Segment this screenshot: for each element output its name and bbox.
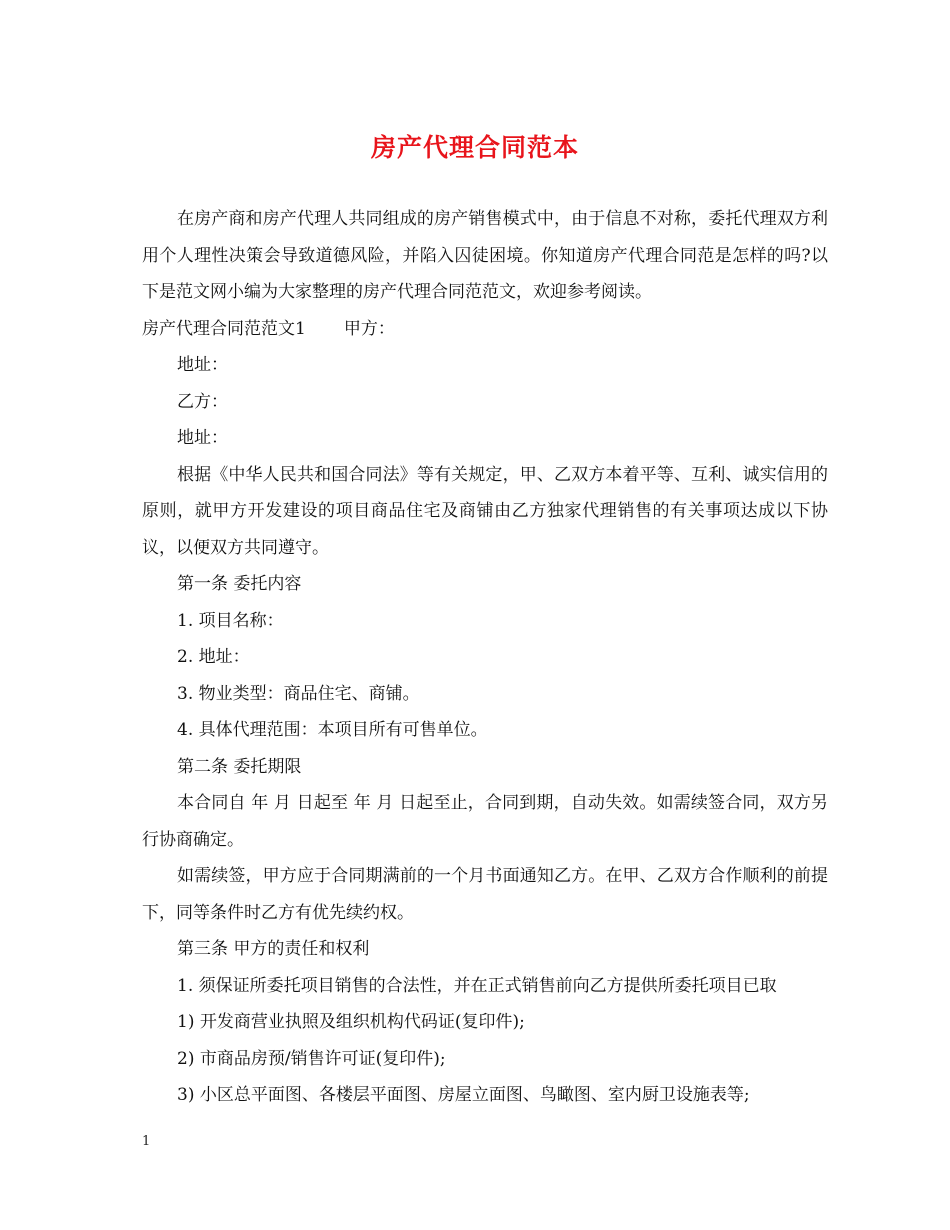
party-b-address: 地址： xyxy=(177,428,228,448)
intro-paragraph: 在房产商和房产代理人共同组成的房产销售模式中，由于信息不对称，委托代理双方利用个人理性决策会导致道德风险，并陷入囚徒困境。你知道房产代理合同范是怎样的吗?以下是范文网小编为大家整理的房产代理合同范范文，欢迎参考阅读。 xyxy=(142,209,828,302)
article3-title: 第三条 甲方的责任和权利 xyxy=(177,939,370,959)
sample-heading: 房产代理合同范范文1 xyxy=(142,318,306,339)
document-title: 房产代理合同范本 xyxy=(370,133,579,162)
article2-title: 第二条 委托期限 xyxy=(177,756,302,777)
article1-item: 4. 具体代理范围：本项目所有可售单位。 xyxy=(177,720,488,740)
article3-item: 1. 须保证所委托项目销售的合法性，并在正式销售前向乙方提供所委托项目已取 xyxy=(177,975,777,996)
document-body xyxy=(142,201,828,1114)
article1-title: 第一条 委托内容 xyxy=(177,574,302,594)
article1-item: 1. 项目名称： xyxy=(177,610,284,631)
sample-heading-line xyxy=(142,311,828,348)
party-a-label: 甲方： xyxy=(343,318,395,339)
basis-paragraph: 根据《中华人民共和国合同法》等有关规定，甲、乙双方本着平等、互利、诚实信用的原则，就甲方开发建设的项目商品住宅及商铺由乙方独家代理销售的有关事项达成以下协议，以便双方共同遵守。 xyxy=(142,464,828,558)
party-b-label: 乙方： xyxy=(177,391,228,412)
page-number: 1 xyxy=(142,1134,151,1149)
article2-paragraph: 本合同自 年 月 日起至 年 月 日起至止，合同到期，自动失效。如需续签合同，双方另行协商确定。 xyxy=(142,793,828,850)
article3-subitem: 3) 小区总平面图、各楼层平面图、房屋立面图、鸟瞰图、室内厨卫设施表等; xyxy=(177,1085,750,1105)
article1-item: 2. 地址： xyxy=(177,647,250,667)
article2-paragraph: 如需续签，甲方应于合同期满前的一个月书面通知乙方。在甲、乙双方合作顺利的前提下，同等条件时乙方有优先续约权。 xyxy=(142,866,828,923)
article1-item: 3. 物业类型：商品住宅、商铺。 xyxy=(177,683,420,704)
article3-subitem: 2) 市商品房预/销售许可证(复印件); xyxy=(177,1048,446,1069)
article3-subitem: 1) 开发商营业执照及组织机构代码证(复印件); xyxy=(177,1012,525,1032)
party-a-address: 地址： xyxy=(177,355,228,375)
